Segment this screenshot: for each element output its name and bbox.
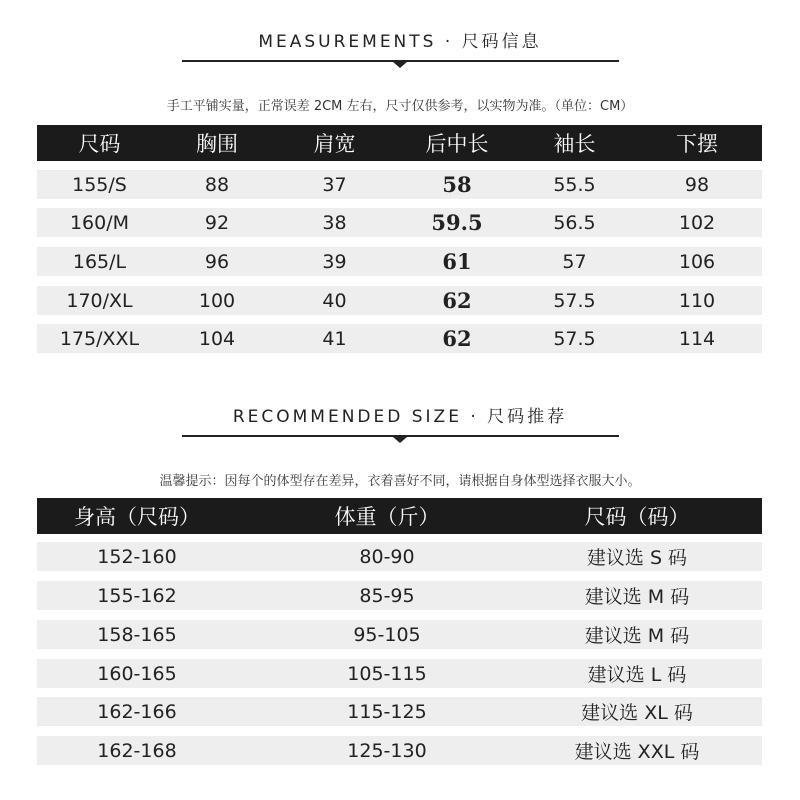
measurements-title: MEASUREMENTS · 尺码信息 xyxy=(258,32,542,52)
measurements-cell-sleeve: 57 xyxy=(562,250,587,273)
recommended-row xyxy=(37,659,762,688)
measurements-cell-shoulder: 38 xyxy=(322,211,347,234)
measurements-note: 手工平铺实量，正常误差 2CM 左右，尺寸仅供参考，以实物为准。（单位：CM） xyxy=(166,99,634,114)
recommended-cell-weight: 85-95 xyxy=(359,584,415,607)
recommended-cell-height: 162-166 xyxy=(97,700,177,723)
measurements-cell-hem: 106 xyxy=(678,250,716,273)
measurements-cell-sleeve: 57.5 xyxy=(553,327,596,350)
measurements-title-pointer xyxy=(393,62,407,68)
recommended-header-weight: 体重（斤） xyxy=(334,505,440,529)
recommended-cell-height: 152-160 xyxy=(97,545,177,568)
measurements-header-shoulder: 肩宽 xyxy=(313,132,356,156)
measurements-cell-sleeve: 56.5 xyxy=(553,211,596,234)
measurements-cell-size: 175/XXL xyxy=(59,327,140,350)
recommended-row xyxy=(37,581,762,610)
measurements-cell-sleeve: 55.5 xyxy=(553,173,596,196)
recommended-cell-weight: 115-125 xyxy=(347,700,427,723)
measurements-cell-back-length: 61 xyxy=(442,249,472,274)
measurements-cell-shoulder: 40 xyxy=(322,289,347,312)
measurements-header-row xyxy=(37,125,762,161)
recommended-title-pointer xyxy=(393,437,407,443)
recommended-cell-size: 建议选 M 码 xyxy=(584,625,690,647)
recommended-header-row xyxy=(37,498,762,534)
recommended-row xyxy=(37,620,762,649)
measurements-cell-back-length: 62 xyxy=(442,288,472,313)
recommended-cell-height: 155-162 xyxy=(97,584,177,607)
recommended-title: RECOMMENDED SIZE · 尺码推荐 xyxy=(232,407,568,427)
measurements-cell-hem: 98 xyxy=(684,173,710,196)
measurements-cell-hem: 110 xyxy=(678,289,716,312)
recommended-header-height: 身高（尺码） xyxy=(74,505,200,529)
measurements-header-chest: 胸围 xyxy=(196,132,238,156)
measurements-cell-size: 155/S xyxy=(72,173,127,196)
measurements-header-sleeve: 袖长 xyxy=(553,132,596,156)
measurements-cell-hem: 114 xyxy=(678,327,716,350)
measurements-header-hem: 下摆 xyxy=(676,132,718,156)
recommended-cell-weight: 80-90 xyxy=(359,545,415,568)
measurements-cell-back-length: 59.5 xyxy=(431,210,483,235)
recommended-cell-size: 建议选 XXL 码 xyxy=(574,741,700,763)
measurements-row xyxy=(37,208,762,237)
measurements-cell-chest: 104 xyxy=(198,327,236,350)
recommended-cell-size: 建议选 XL 码 xyxy=(581,702,693,724)
measurements-row xyxy=(37,286,762,315)
recommended-note: 温馨提示：因每个的体型存在差异，衣着喜好不同，请根据自身体型选择衣服大小。 xyxy=(159,474,641,489)
recommended-row xyxy=(37,542,762,571)
measurements-cell-sleeve: 57.5 xyxy=(553,289,596,312)
measurements-cell-chest: 96 xyxy=(204,250,230,273)
measurements-row xyxy=(37,324,762,353)
recommended-cell-height: 160-165 xyxy=(97,662,177,685)
measurements-cell-size: 170/XL xyxy=(66,289,133,312)
measurements-cell-chest: 88 xyxy=(204,173,230,196)
measurements-cell-back-length: 58 xyxy=(442,172,472,197)
measurements-row xyxy=(37,247,762,276)
measurements-cell-chest: 100 xyxy=(198,289,236,312)
recommended-row xyxy=(37,736,762,765)
measurements-cell-back-length: 62 xyxy=(442,326,472,351)
recommended-cell-weight: 125-130 xyxy=(347,739,427,762)
recommended-cell-weight: 105-115 xyxy=(347,662,427,685)
measurements-cell-shoulder: 39 xyxy=(322,250,347,273)
measurements-cell-shoulder: 37 xyxy=(322,173,347,196)
recommended-cell-size: 建议选 L 码 xyxy=(587,664,687,686)
measurements-cell-hem: 102 xyxy=(678,211,716,234)
measurements-cell-size: 160/M xyxy=(69,211,130,234)
measurements-cell-shoulder: 41 xyxy=(322,327,347,350)
recommended-row xyxy=(37,697,762,726)
measurements-cell-size: 165/L xyxy=(72,250,127,273)
measurements-row xyxy=(37,170,762,199)
recommended-cell-size: 建议选 M 码 xyxy=(584,586,690,608)
measurements-header-size: 尺码 xyxy=(78,132,121,156)
recommended-header-size: 尺码（码） xyxy=(584,505,690,529)
measurements-header-back-length: 后中长 xyxy=(425,132,489,156)
recommended-cell-height: 162-168 xyxy=(97,739,177,762)
measurements-cell-chest: 92 xyxy=(204,211,230,234)
recommended-cell-size: 建议选 S 码 xyxy=(586,547,688,569)
recommended-cell-height: 158-165 xyxy=(97,623,177,646)
recommended-cell-weight: 95-105 xyxy=(353,623,421,646)
